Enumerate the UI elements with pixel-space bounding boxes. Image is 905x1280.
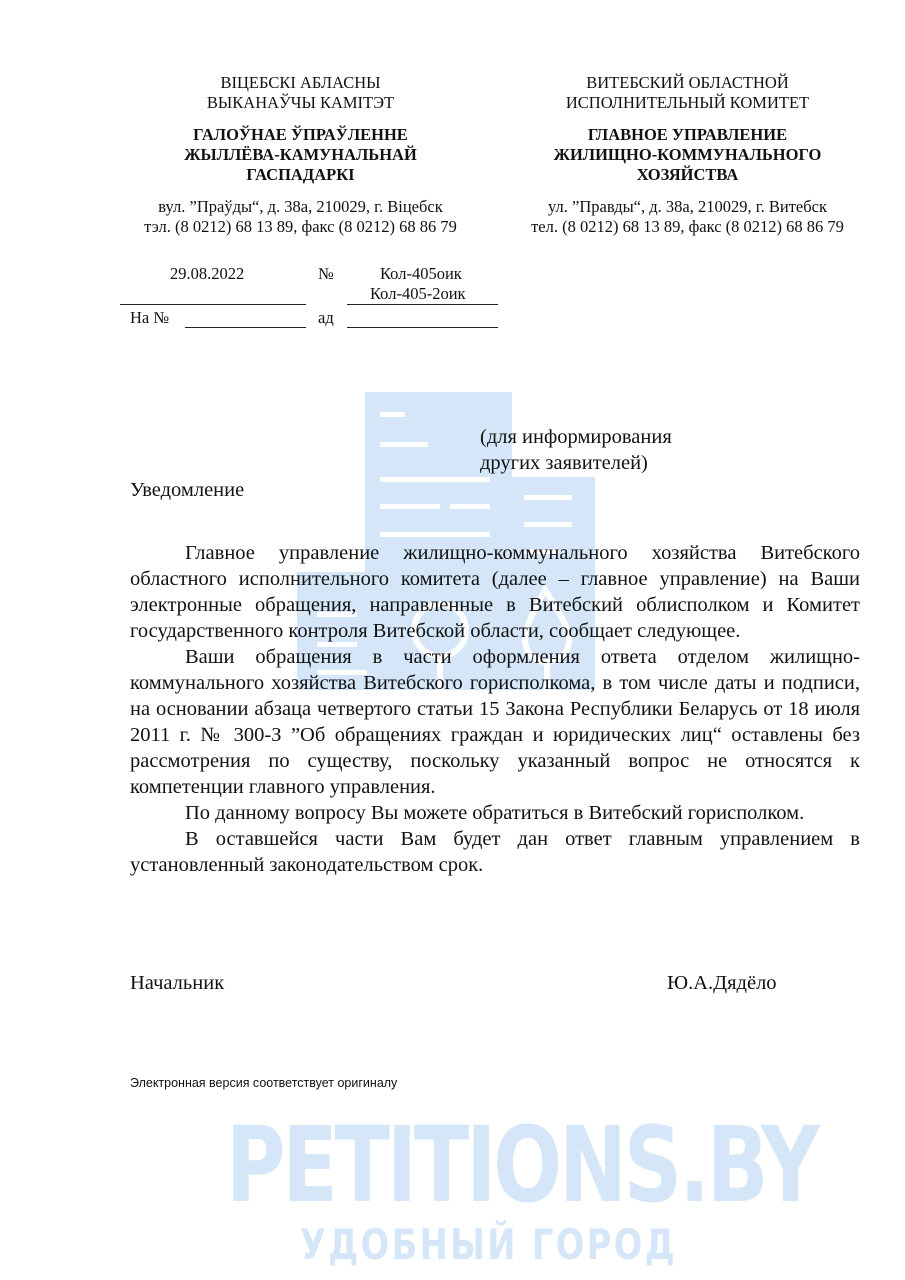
paragraph: В оставшейся части Вам будет дан ответ главным управлением в установленный законодательством срок.: [130, 828, 860, 876]
addressee-line1: (для информирования: [480, 426, 672, 448]
addressee: [480, 424, 672, 476]
number-label: №: [318, 264, 334, 283]
org-name-line2: ВЫКАНАЎЧЫ КАМІТЭТ: [206, 93, 395, 112]
dept-name-line1: ГАЛОЎНАЕ ЎПРАЎЛЕННЕ: [193, 125, 408, 144]
address: ул. ”Правды“, д. 38а, 210029, г. Витебск: [548, 197, 827, 216]
dept-name-line2: ЖИЛИЩНО-КОММУНАЛЬНОГО: [553, 145, 822, 164]
dept-name-line2: ЖЫЛЛЁВА-КАМУНАЛЬНАЙ: [184, 145, 417, 164]
header-belarusian: [108, 73, 493, 237]
org-name-line1: ВИТЕБСКИЙ ОБЛАСТНОЙ: [586, 73, 789, 92]
phone: тел. (8 0212) 68 13 89, факс (8 0212) 68 86 79: [531, 217, 844, 236]
dept-name-line3: ГАСПАДАРКІ: [246, 165, 355, 184]
watermark-brand: PETITIONS.BY: [226, 1104, 817, 1226]
document-number-1: Кол-405оик: [380, 264, 462, 283]
addressee-line2: других заявителей): [480, 452, 648, 474]
signatory-name: Ю.А.Дядёло: [667, 972, 777, 994]
org-name-line1: ВІЦЕБСКІ АБЛАСНЫ: [220, 73, 381, 92]
letter-body: [130, 540, 860, 878]
date-underline: [120, 304, 306, 305]
org-name-line2: ИСПОЛНИТЕЛЬНЫЙ КОМИТЕТ: [565, 93, 810, 112]
dept-name-line1: ГЛАВНОЕ УПРАВЛЕНИЕ: [587, 125, 788, 144]
reference-label: На №: [130, 308, 170, 327]
phone: тэл. (8 0212) 68 13 89, факс (8 0212) 68 86 79: [144, 217, 457, 236]
header-russian: [500, 73, 875, 237]
number-underline: [347, 304, 498, 305]
dept-name-line3: ХОЗЯЙСТВА: [636, 165, 739, 184]
signatory-position: Начальник: [130, 972, 225, 994]
reference-number-line: [185, 327, 306, 328]
footer-note: Электронная версия соответствует оригиналу: [130, 1076, 398, 1090]
paragraph: Ваши обращения в части оформления ответа отделом жилищно-коммунального хозяйства Витебского горисполкома, в том числе даты и подписи, на основании абзаца четвертого статьи 15 Закона Республики Беларусь от 18 июля 2011 г. № 300-З ”Об обращениях граждан и юридических лиц“ оставлены без рассмотрения по существу, поскольку указанный вопрос не относятся к компетенции главного управления.: [130, 646, 860, 798]
reference-date-line: [347, 327, 498, 328]
document-title: Уведомление: [130, 479, 245, 501]
paragraph: Главное управление жилищно-коммунального хозяйства Витебского областного исполнительного комитета (далее – главное управление) на Ваши электронные обращения, направленные в Витебский облисполком и Комитет государственного контроля Витебской области, сообщает следующее.: [130, 542, 860, 642]
paragraph: По данному вопросу Вы можете обратиться в Витебский горисполком.: [185, 802, 805, 824]
from-label: ад: [318, 308, 334, 327]
address: вул. ”Праўды“, д. 38а, 210029, г. Віцебск: [158, 197, 443, 216]
watermark-slogan: УДОБНЫЙ ГОРОД: [300, 1220, 678, 1269]
document-number-2: Кол-405-2оик: [370, 284, 466, 303]
document-date: 29.08.2022: [170, 264, 245, 283]
